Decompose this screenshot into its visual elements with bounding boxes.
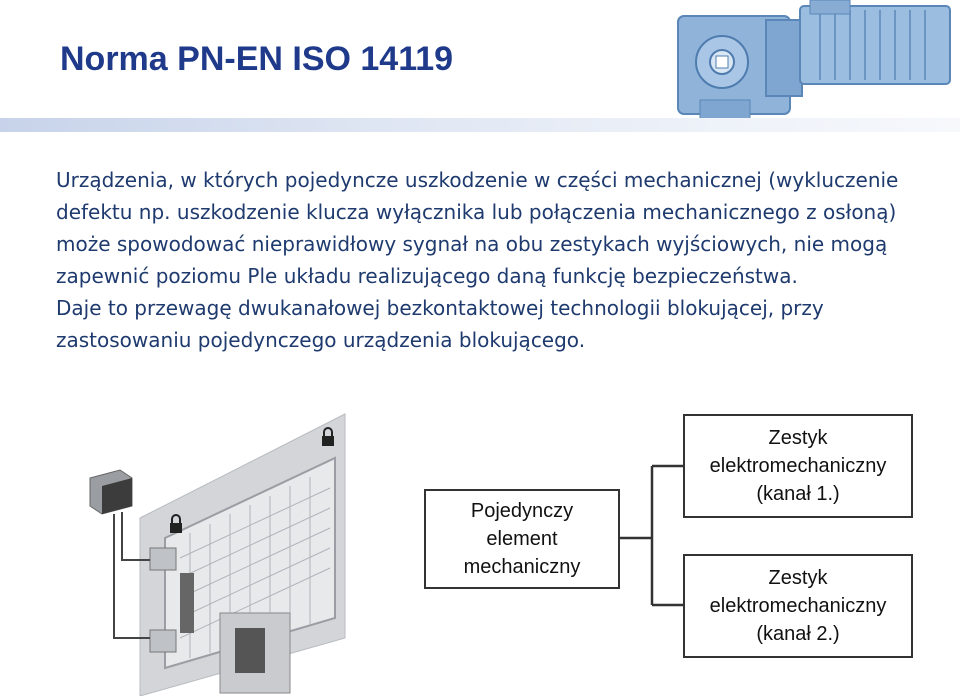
paragraph-1: Urządzenia, w których pojedyncze uszkodzenie w części mechanicznej (wykluczenie defektu np. uszkodzenie klucza wyłącznika lub połączenia mechanicznego z osłoną) może spowodować nieprawidłowy sygnał na obu zestykach wyjściowych, nie mogą zapewnić poziomu Ple układu realizującego daną funkcję bezpieczeństwa. (56, 168, 899, 288)
channel-1-contact-box: Zestyk elektromechaniczny (kanał 1.) (683, 414, 913, 518)
paragraph-2: Daje to przewagę dwukanałowej bezkontaktowej technologii blokującej, przy zastosowaniu pojedynczego urządzenia blokującego. (56, 296, 824, 352)
page-title: Norma PN-EN ISO 14119 (60, 40, 454, 78)
single-mechanical-element-box: Pojedynczy element mechaniczny (424, 489, 620, 589)
channel-2-contact-box: Zestyk elektromechaniczny (kanał 2.) (683, 554, 913, 658)
